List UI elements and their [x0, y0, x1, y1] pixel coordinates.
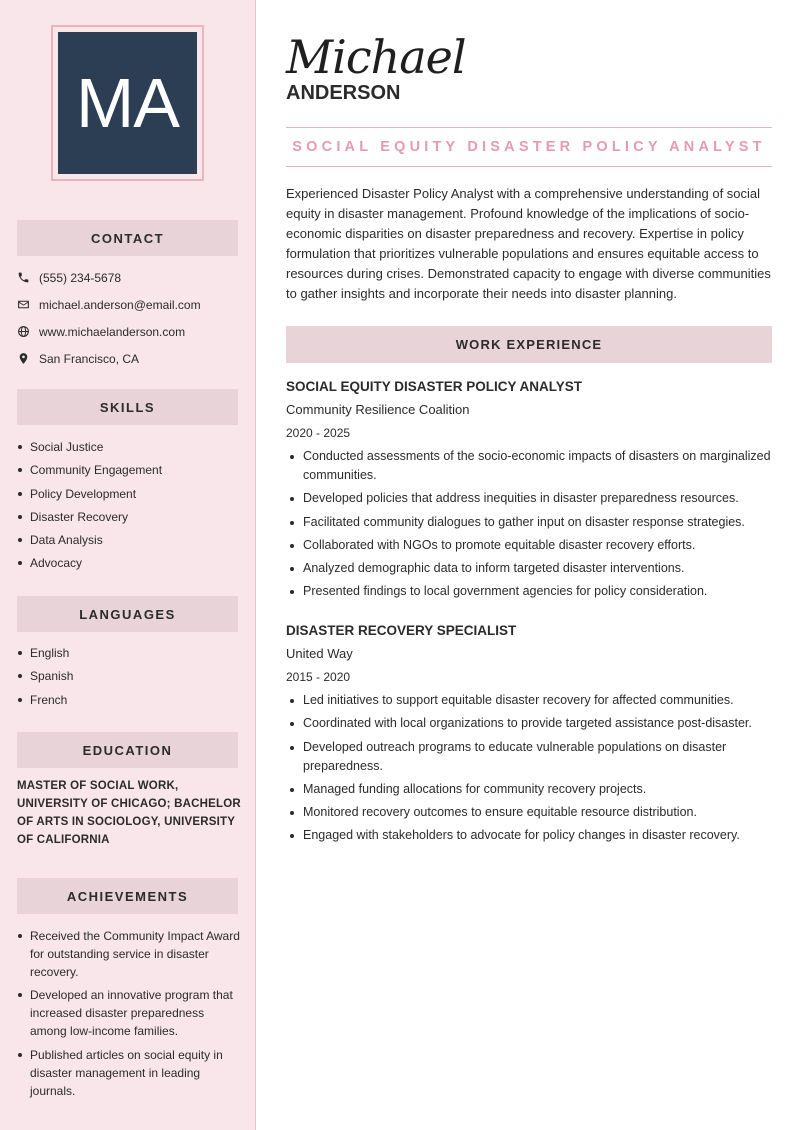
contact-list	[17, 264, 242, 372]
list-item: Coordinated with local organizations to provide targeted assistance post-disaster.	[286, 714, 772, 733]
list-item: Monitored recovery outcomes to ensure equitable resource distribution.	[286, 803, 772, 822]
list-item: Led initiatives to support equitable disaster recovery for affected communities.	[286, 691, 772, 710]
contact-email-text: michael.anderson@email.com	[39, 297, 201, 312]
monogram-frame	[51, 25, 204, 181]
job-entry-dates: 2020 - 2025	[286, 426, 351, 440]
job-entry-dates: 2015 - 2020	[286, 670, 351, 684]
last-name: ANDERSON	[286, 82, 401, 104]
job-entry-company: Community Resilience Coalition	[286, 402, 470, 417]
contact-email[interactable]	[17, 291, 242, 318]
job-entry-company: United Way	[286, 646, 353, 661]
list-item: Disaster Recovery	[17, 508, 242, 526]
languages-heading: LANGUAGES	[17, 596, 238, 632]
summary: Experienced Disaster Policy Analyst with a comprehensive understanding of social equity in disaster management. Profound knowledge of the implications of socio-economic disparities on disaster preparedness and recovery. Expertise in policy formulation that prioritizes vulnerable populations and ensures equitable access to resources during crises. Demonstrated capacity to engage with diverse communities to gather insights and incorporate their needs into disaster planning.	[286, 186, 771, 301]
languages-list	[17, 644, 242, 714]
job-entry-bullets	[286, 691, 772, 845]
contact-website-text: www.michaelanderson.com	[39, 324, 186, 339]
list-item: Received the Community Impact Award for outstanding service in disaster recovery.	[17, 927, 242, 981]
job-title-band	[286, 127, 772, 167]
list-item: Advocacy	[17, 554, 242, 572]
contact-website[interactable]	[17, 318, 242, 345]
list-item: French	[17, 691, 242, 709]
contact-phone[interactable]	[17, 264, 242, 291]
list-item: Conducted assessments of the socio-economic impacts of disasters on marginalized communities.	[286, 447, 772, 485]
job-entry-bullets	[286, 447, 772, 601]
contact-phone-text: (555) 234-5678	[39, 270, 122, 285]
education-heading: EDUCATION	[17, 732, 238, 768]
globe-icon	[17, 325, 39, 339]
envelope-icon	[17, 298, 39, 312]
list-item: Developed policies that address inequities in disaster preparedness resources.	[286, 489, 772, 508]
work-experience-heading: WORK EXPERIENCE	[286, 326, 772, 363]
list-item: Collaborated with NGOs to promote equitable disaster recovery efforts.	[286, 536, 772, 555]
phone-icon	[17, 271, 39, 285]
list-item: Published articles on social equity in disaster management in leading journals.	[17, 1046, 242, 1100]
job-entry	[286, 376, 772, 606]
achievements-heading: ACHIEVEMENTS	[17, 878, 238, 914]
list-item: Developed outreach programs to educate vulnerable populations on disaster preparedness.	[286, 738, 772, 776]
job-entry-title: SOCIAL EQUITY DISASTER POLICY ANALYST	[286, 379, 583, 394]
list-item: Analyzed demographic data to inform targeted disaster interventions.	[286, 559, 772, 578]
job-entry	[286, 620, 772, 850]
education-text: MASTER OF SOCIAL WORK, UNIVERSITY OF CHICAGO; BACHELOR OF ARTS IN SOCIOLOGY, UNIVERSITY OF CALIFORNIA	[17, 780, 241, 846]
list-item: Policy Development	[17, 485, 242, 503]
list-item: Community Engagement	[17, 461, 242, 479]
contact-heading: CONTACT	[17, 220, 238, 256]
skills-list	[17, 438, 242, 578]
list-item: Managed funding allocations for community recovery projects.	[286, 780, 772, 799]
list-item: Facilitated community dialogues to gather input on disaster response strategies.	[286, 513, 772, 532]
list-item: English	[17, 644, 242, 662]
list-item: Data Analysis	[17, 531, 242, 549]
first-name: Michael	[286, 30, 466, 84]
list-item: Presented findings to local government agencies for policy consideration.	[286, 582, 772, 601]
list-item: Engaged with stakeholders to advocate for policy changes in disaster recovery.	[286, 826, 772, 845]
job-entry-title: DISASTER RECOVERY SPECIALIST	[286, 623, 517, 638]
list-item: Developed an innovative program that increased disaster preparedness among low-income families.	[17, 986, 242, 1040]
skills-heading: SKILLS	[17, 389, 238, 425]
contact-location	[17, 345, 242, 372]
sidebar	[0, 0, 256, 1130]
achievements-list	[17, 927, 242, 1105]
list-item: Social Justice	[17, 438, 242, 456]
monogram: MA	[58, 32, 197, 174]
map-pin-icon	[17, 352, 39, 366]
list-item: Spanish	[17, 667, 242, 685]
job-title: SOCIAL EQUITY DISASTER POLICY ANALYST	[292, 139, 766, 155]
contact-location-text: San Francisco, CA	[39, 351, 140, 366]
